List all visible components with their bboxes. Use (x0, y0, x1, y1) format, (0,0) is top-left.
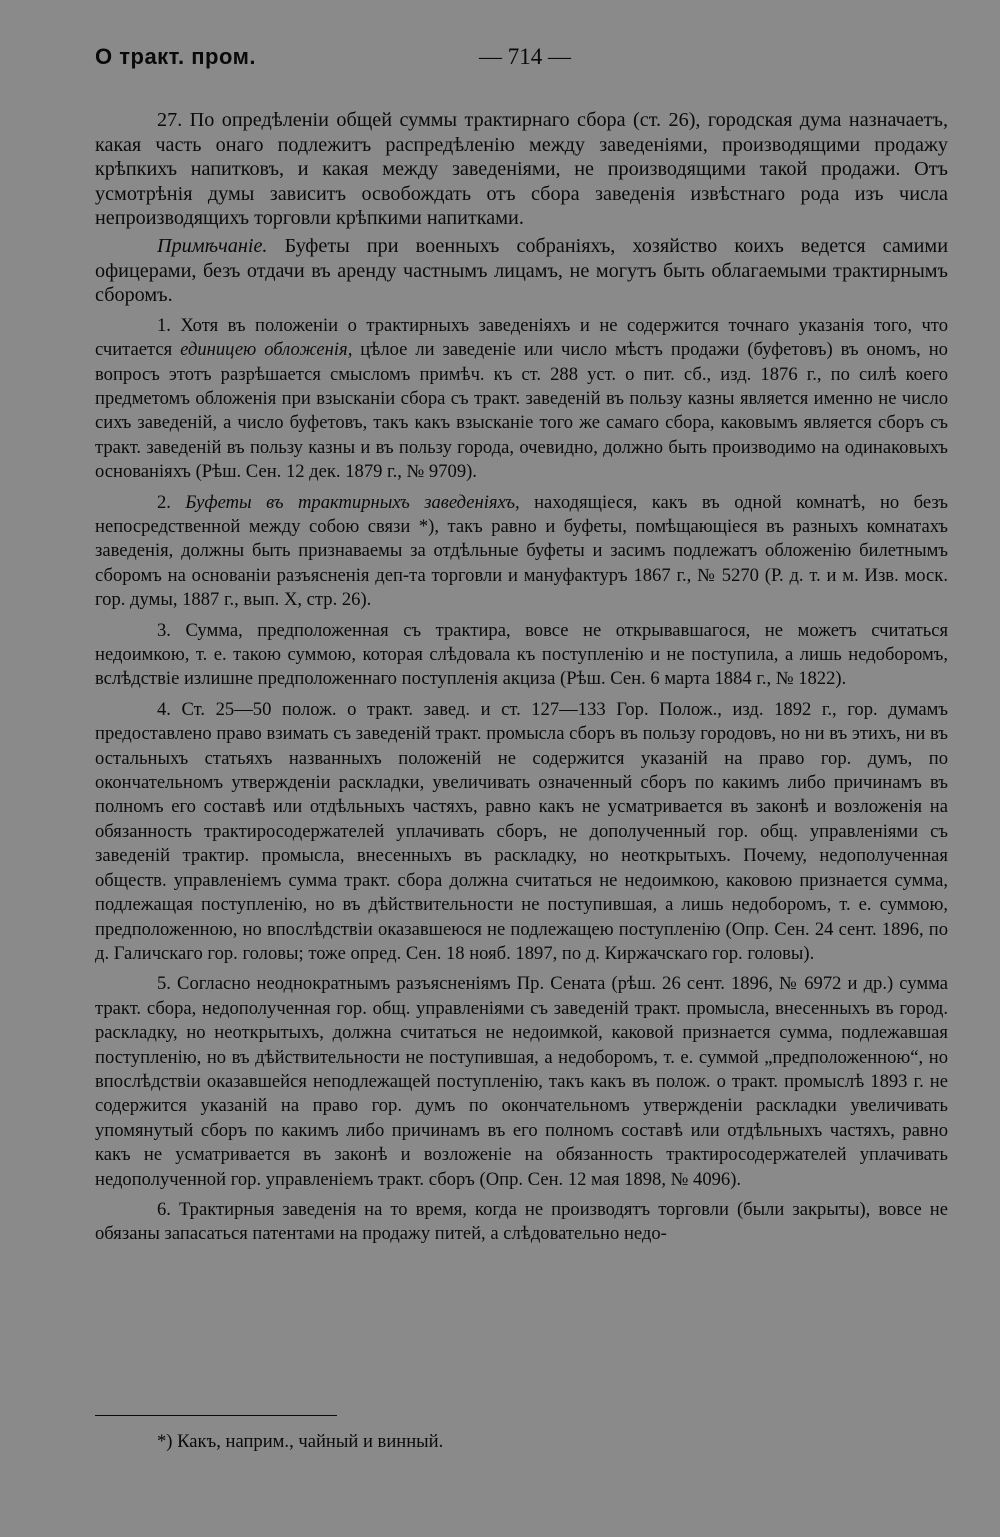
item-2-italic: Буфеты въ трактирныхъ заведеніяхъ, (185, 491, 520, 513)
item-4: 4. Ст. 25—50 полож. о тракт. завед. и ст. 127—133 Гор. Полож., изд. 1892 г., гор. думамъ предоставлено право взимать съ заведеній тракт. промысла сборъ въ пользу городовъ, но ни въ этихъ, ни въ остальныхъ статьяхъ названныхъ положеній не содержится указаній на право гор. думъ, по окончательномъ утвержденіи раскладки, увеличивать означенный сборъ по какимъ либо причинамъ въ полномъ его составѣ или отдѣльныхъ частяхъ, равно какъ не усматривается въ законѣ и возложенія на обязанность трактиросодержателей уплачивать сборъ, не дополученный гор. общ. управленіями съ заведеній трактир. промысла, внесенныхъ въ раскладку, но неоткрытыхъ. Почему, недополученная обществ. управленіемъ сумма тракт. сбора должна считаться не недоимкою, каковою признается сумма, подлежащая поступленію, но въ дѣйствительности не поступившая, а лишь недоборомъ, т. е. суммою, предположенною, но впослѣдствіи оказавшеюся не подлежащею поступленію (Опр. Сен. 24 сент. 1896, по д. Галичскаго гор. головы; тоже опред. Сен. 18 нояб. 1897, по д. Киржачскаго гор. головы). (95, 698, 948, 964)
page-number: — 714 — (479, 44, 571, 69)
item-1-part2: цѣлое ли заведеніе или число мѣстъ продажи (буфетовъ) въ ономъ, но вопросъ этотъ разрѣшается смысломъ примѣч. къ ст. 288 уст. о пит. сб., изд. 1876 г., по силѣ коего предметомъ обложенія при взысканіи сбора съ тракт. заведеній въ пользу казны является именно не число сихъ заведеній, а число буфетовъ, такъ какъ взысканіе того же самаго сбора, каковымъ является сборъ съ тракт. заведеній въ пользу казны и въ пользу города, очевидно, должно быть производимо на одинаковыхъ основаніяхъ (Рѣш. Сен. 12 дек. 1879 г., № 9709). (95, 339, 948, 483)
item-2-text: находящіеся, какъ въ одной комнатѣ, но безъ непосредственной между собою связи *), такъ равно и буфеты, помѣщающіеся въ разныхъ комнатахъ заведенія, должны быть признаваемы за отдѣльные буфеты и засимъ подлежатъ обложенію билетнымъ сборомъ на основаніи разъясненія деп-та торговли и мануфактуръ 1867 г., № 5270 (Р. д. т. и м. Изв. моск. гор. думы, 1887 г., вып. X, стр. 26). (95, 491, 948, 611)
item-2-number: 2. (157, 491, 171, 513)
note-text: Буфеты при военныхъ собраніяхъ, хозяйство коихъ ведется самими офицерами, безъ отдачи въ аренду частнымъ лицамъ, не могутъ быть облагаемыми трактирнымъ сборомъ. (95, 234, 949, 307)
item-2 (95, 491, 948, 613)
note-label: Примѣчаніе. (157, 234, 268, 257)
page-header (95, 44, 955, 84)
item-1 (95, 314, 948, 485)
page-body (95, 108, 948, 1247)
article-27: 27. По опредѣленіи общей суммы трактирнаго сбора (ст. 26), городская дума назначаетъ, какая часть онаго подлежитъ распредѣленію между заведеніями, производящими продажу крѣпкихъ напитковъ, и какая между заведеніями, не производящими такой продажи. Отъ усмотрѣнія думы зависитъ освобождать отъ сбора заведенія извѣстнаго рода изъ числа непроизводящихъ торговли крѣпкими напитками. (95, 109, 948, 230)
item-3: 3. Сумма, предположенная съ трактира, вовсе не открывавшагося, не можетъ считаться недоимкою, т. е. такою суммою, которая слѣдовала къ поступленію и не поступила, а лишь недоборомъ, вслѣдствіе излишне предположеннаго поступленія акциза (Рѣш. Сен. 6 марта 1884 г., № 1822). (95, 619, 948, 690)
item-1-part1: 1. Хотя въ положеніи о трактирныхъ заведеніяхъ и не содержится точнаго указанія того, что считается (95, 314, 948, 361)
footnote-divider (95, 1415, 337, 1416)
footnote: *) Какъ, наприм., чайный и винный. (157, 1431, 444, 1452)
section-title: О тракт. пром. (95, 44, 257, 69)
note-paragraph (95, 234, 948, 308)
item-5: 5. Согласно неоднократнымъ разъясненіямъ Пр. Сената (рѣш. 26 сент. 1896, № 6972 и др.) сумма тракт. сбора, недополученная гор. общ. управленіями съ заведеній тракт. промысла, внесенныхъ въ город. раскладку, но неоткрытыхъ, должна считаться не недоимкой, каковой признается сумма, подлежавшая поступленію, но въ дѣйствительности не поступившая, а недоборомъ, т. е. суммой „предположенною“, но впослѣдствіи оказавшейся неподлежащей поступленію, такъ какъ въ полож. о тракт. промыслѣ 1893 г. не содержится указаній на право гор. думъ по окончательномъ утвержденіи раскладки увеличивать упомянутый сборъ по какимъ либо причинамъ въ его полномъ составѣ или отдѣльныхъ частяхъ, равно какъ не усматривается въ законѣ и возложеніе на обязанность трактиросодержателей уплачивать недополученной гор. управленіемъ тракт. сборъ (Опр. Сен. 12 мая 1898, № 4096). (95, 973, 948, 1190)
item-6: 6. Трактирныя заведенія на то время, когда не производятъ торговли (были закрыты), вовсе не обязаны запасаться патентами на продажу питей, а слѣдовательно недо- (95, 1198, 948, 1245)
item-1-italic: единицею обложенія, (180, 339, 353, 361)
